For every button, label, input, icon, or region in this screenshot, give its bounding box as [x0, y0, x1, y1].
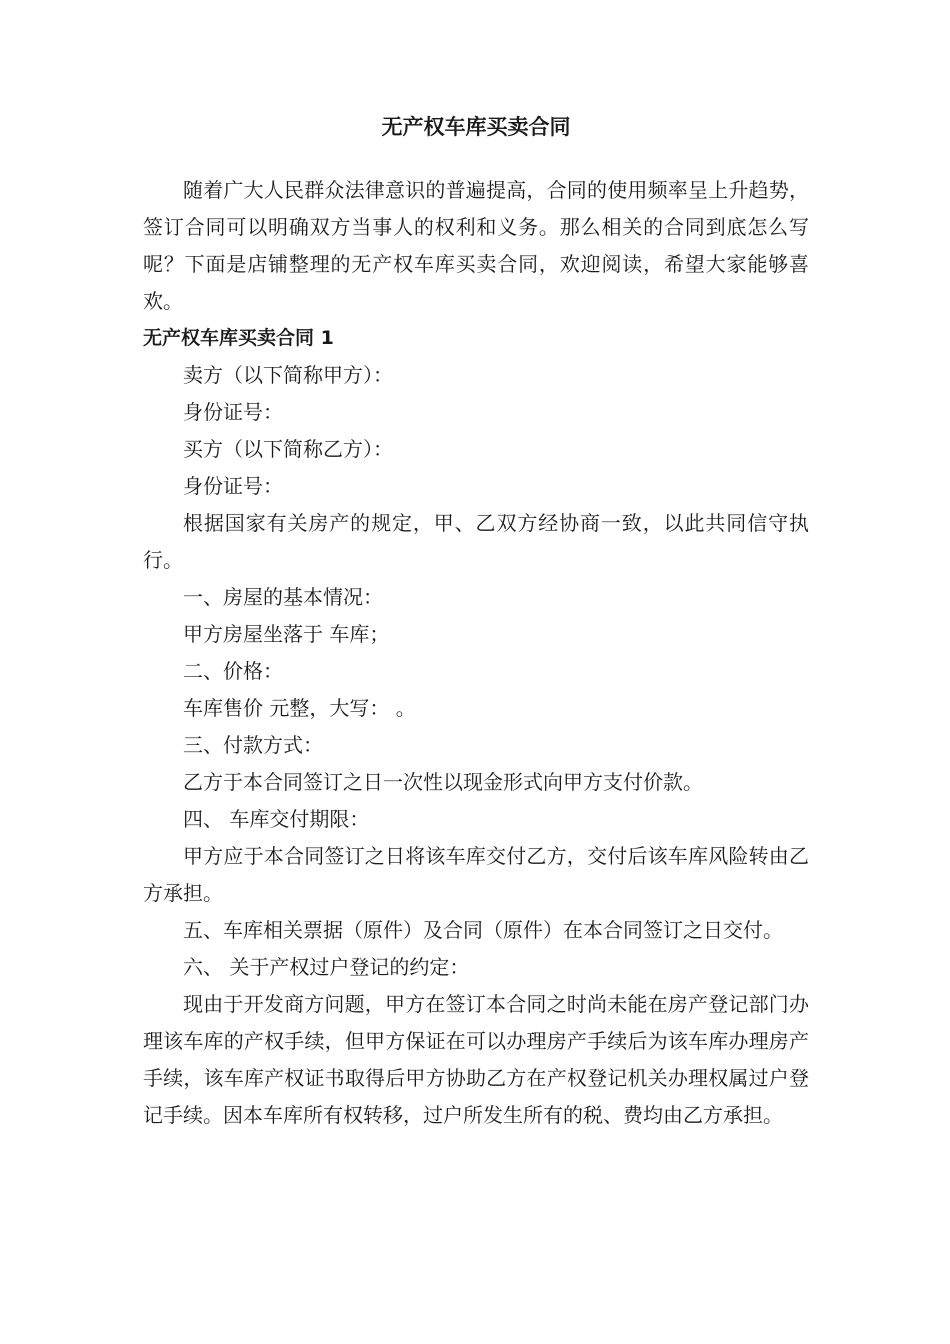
clause-6-text: 现由于开发商方问题，甲方在签订本合同之时尚未能在房产登记部门办理该车库的产权手续，但甲方保证在可以办理房产手续后为该车库办理房产手续，该车库产权证书取得后甲方协助乙方在产权登记机关办理权属过户登记手续。因本车库所有权转移，过户所发生所有的税、费均由乙方承担。 — [143, 992, 809, 1127]
clause-3-heading: 三、付款方式： — [183, 733, 323, 757]
clause-1-text: 甲方房屋坐落于 车库； — [183, 622, 390, 646]
clause-1-heading: 一、房屋的基本情况： — [183, 585, 383, 609]
section-heading: 无产权车库买卖合同 1 — [143, 327, 334, 349]
clause-2-text: 车库售价 元整，大写： 。 — [183, 696, 416, 720]
preamble-paragraph: 根据国家有关房产的规定，甲、乙双方经协商一致，以此共同信守执行。 — [143, 511, 809, 572]
clause-3-text: 乙方于本合同签订之日一次性以现金形式向甲方支付价款。 — [183, 770, 703, 794]
clause-4-text: 甲方应于本合同签订之日将该车库交付乙方，交付后该车库风险转由乙方承担。 — [143, 844, 809, 905]
clause-6-heading: 六、 关于产权过户登记的约定： — [183, 955, 470, 979]
clause-4-heading: 四、 车库交付期限： — [183, 807, 370, 831]
document-title: 无产权车库买卖合同 — [381, 115, 571, 139]
clause-5-text: 五、车库相关票据（原件）及合同（原件）在本合同签订之日交付。 — [183, 918, 783, 942]
buyer-id-line: 身份证号： — [183, 474, 283, 498]
document-body — [143, 172, 809, 1134]
buyer-line: 买方（以下简称乙方）： — [183, 437, 393, 461]
seller-line: 卖方（以下简称甲方）： — [183, 363, 393, 387]
intro-paragraph: 随着广大人民群众法律意识的普遍提高，合同的使用频率呈上升趋势，签订合同可以明确双方当事人的权利和义务。那么相关的合同到底怎么写呢？下面是店铺整理的无产权车库买卖合同，欢迎阅读，希望大家能够喜欢。 — [143, 178, 809, 313]
clause-2-heading: 二、价格： — [183, 659, 283, 683]
seller-id-line: 身份证号： — [183, 400, 283, 424]
